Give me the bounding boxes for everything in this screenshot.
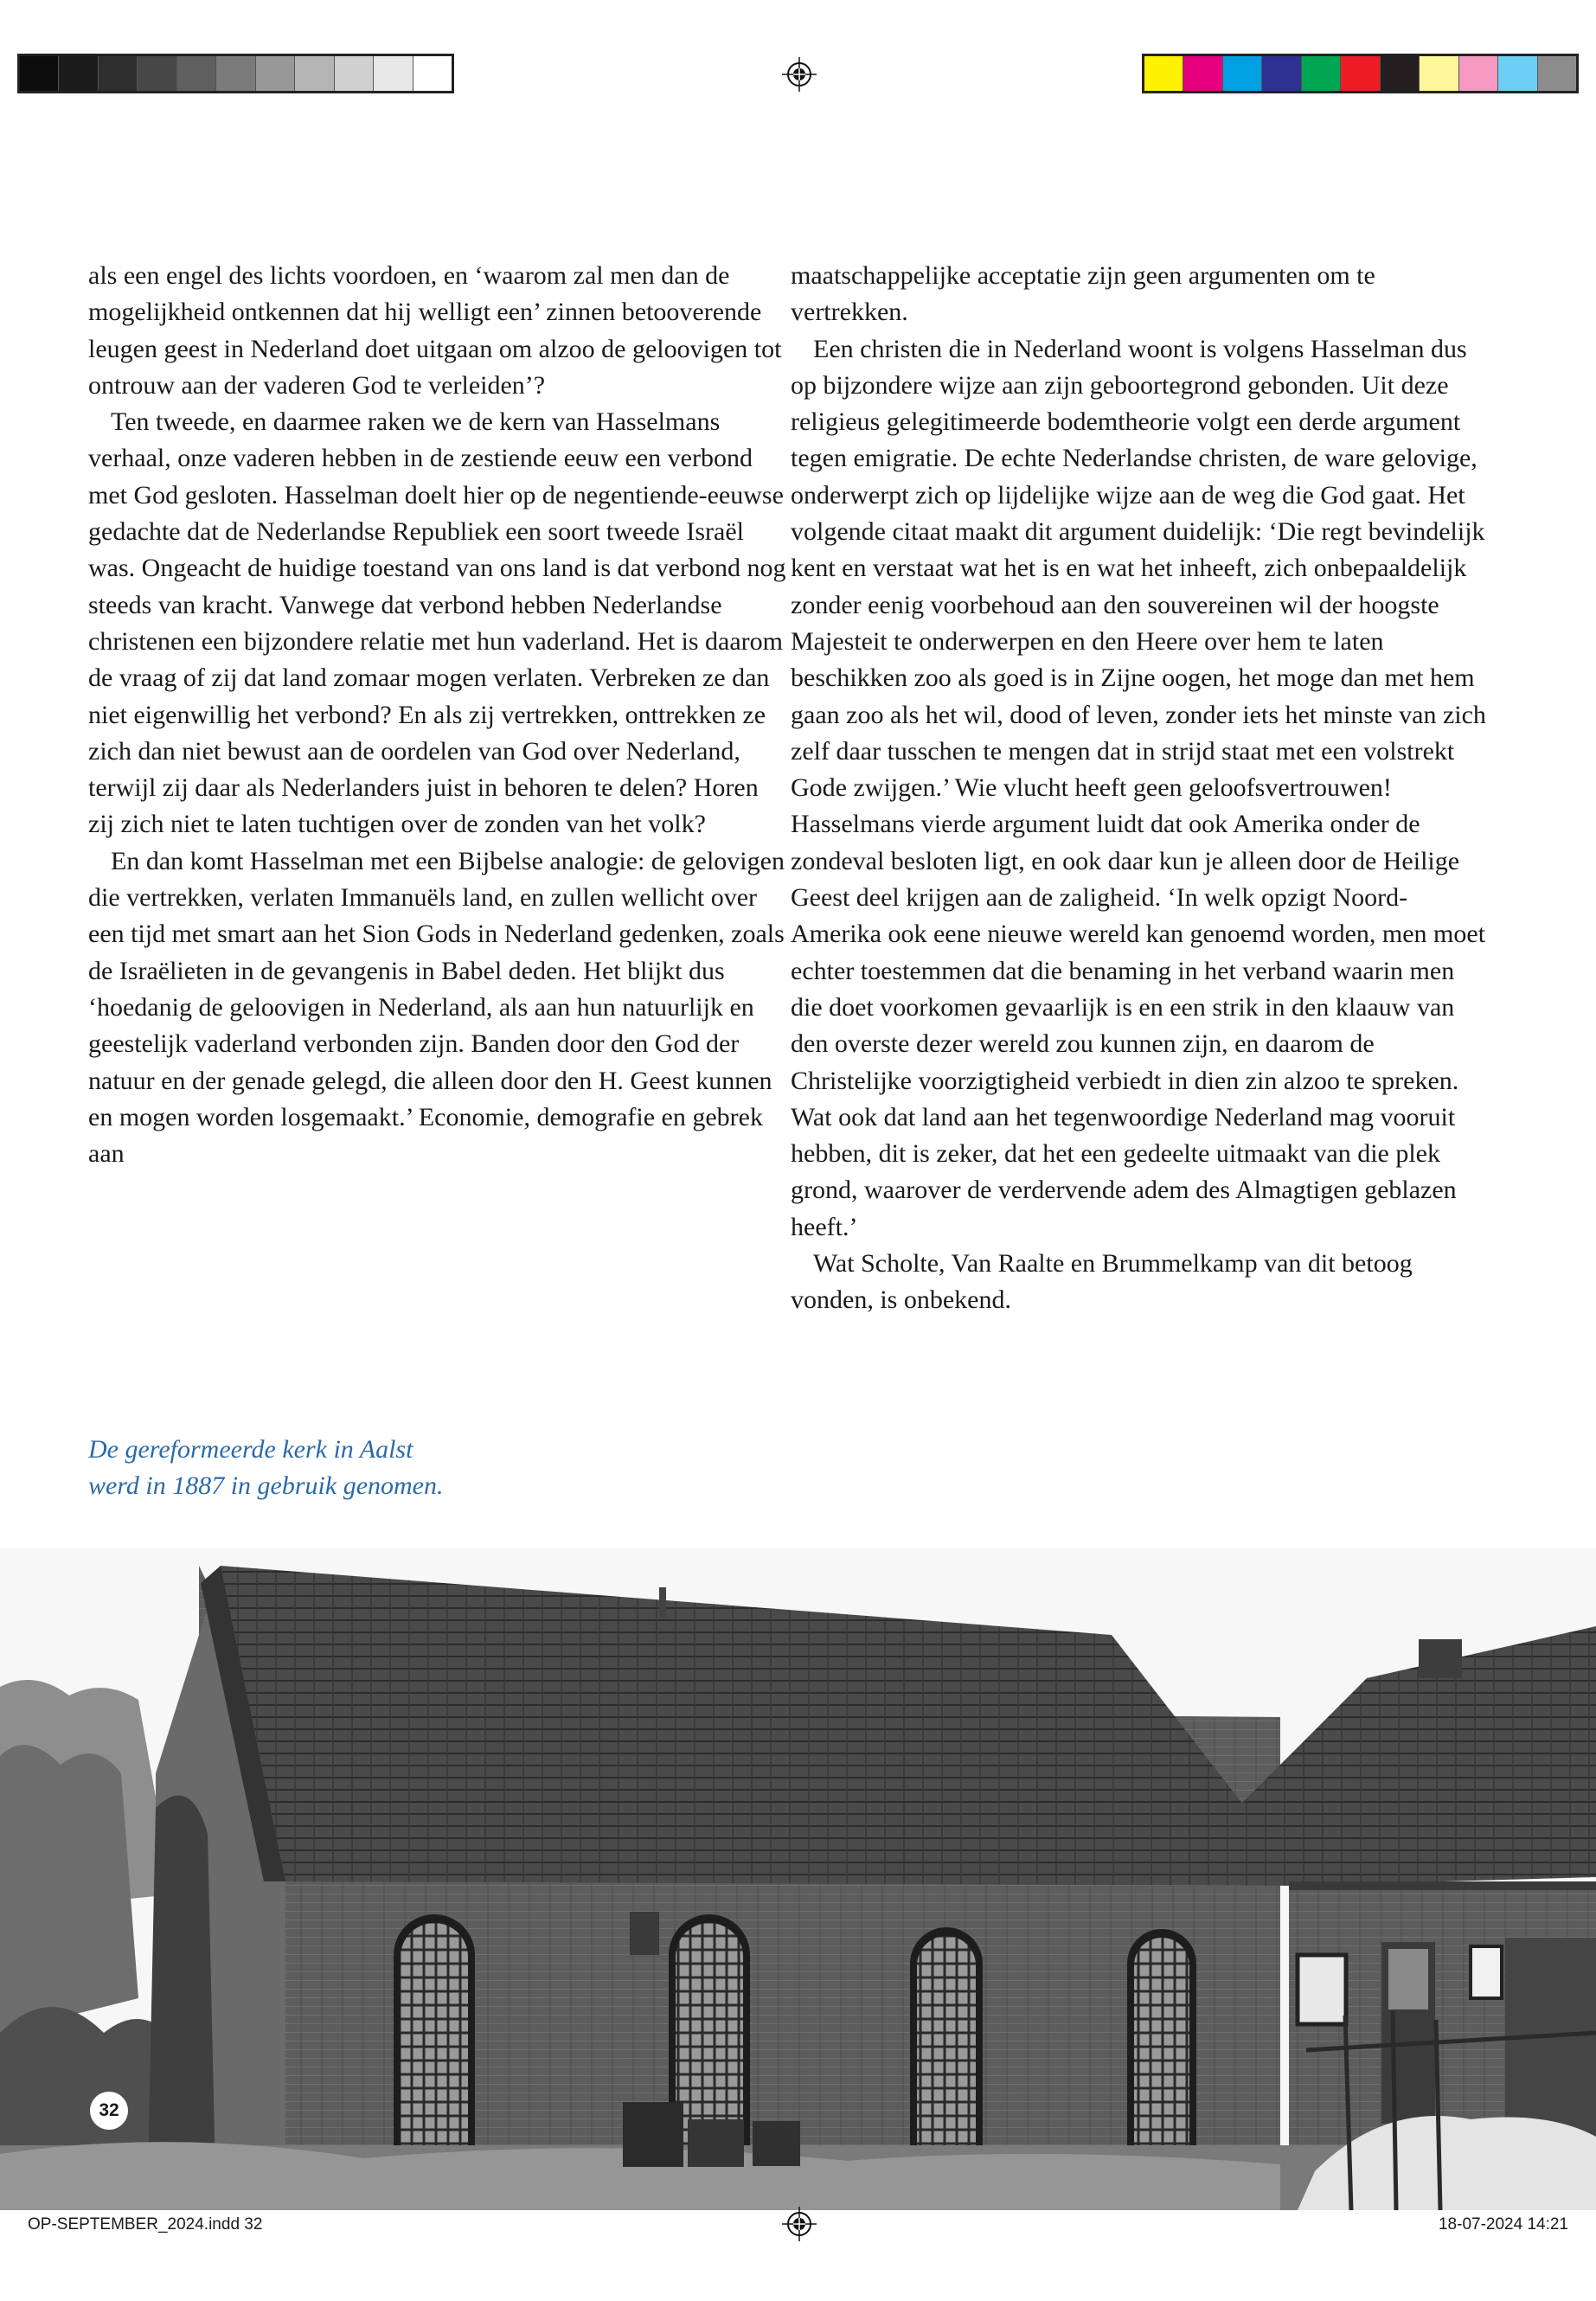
caption-line: De gereformeerde kerk in Aalst [88,1435,413,1464]
grayscale-color-bar [17,54,454,93]
paragraph: als een engel des lichts voordoen, en ‘waarom zal men dan de mogelijkheid ontkennen dat hij welligt een’ zinnen betooverende leugen geest in Nederland doet uitgaan om alzoo de geloovigen tot ontrouw aan der vaderen God te verleiden’? [88,261,782,400]
church-photograph [0,1548,1596,2210]
color-swatch [374,56,413,91]
page-number: 32 [90,2092,128,2130]
color-swatch [1183,56,1222,91]
color-swatch [1498,56,1537,91]
paragraph: Een christen die in Nederland woont is volgens Hasselman dus op bijzondere wijze aan zijn geboortegrond gebonden. Uit deze religieus gelegitimeerde bodemtheorie volgt een derde argument tegen emigratie. De echte Nederlandse christen, de ware gelovige, onderwerpt zich op lijdelijke wijze aan de weg die God gaat. Het volgende citaat maakt dit argument duidelijk: ‘Die regt bevindelijk kent en verstaat wat het is en wat het inheeft, zich onbepaaldelijk zonder eenig voorbehoud aan den souvereinen wil der hoogste Majesteit te onderwerpen en den Heere over hem te laten beschikken zoo als goed is in Zijne oogen, het moge dan met hem gaan zoo als het wil, dood of leven, zonder iets het minste van zich zelf daar tusschen te mengen dat in strijd staat met een volstrekt Gode zwijgen.’ Wie vlucht heeft geen geloofsvertrouwen! Hasselmans vierde argument luidt dat ook Amerika onder de zondeval besloten ligt, en ook daar kun je alleen door de Heilige Geest deel krijgen aan de zaligheid. ‘In welk opzigt Noord-Amerika ook eene nieuwe wereld kan genoemd worden, men moet echter toestemmen dat die benaming in het verband waarin men die doet voorkomen gevaarlijk is en een strik in den klaauw van den overste dezer wereld zou kunnen zijn, en daarom de Christelijke voorzigtigheid verbiedt in dien zin alzoo te spreken. Wat ook dat land aan het tegenwoordige Nederland mag vooruit hebben, dit is zeker, dat het een gedeelte uitmaakt van die plek grond, waarover de verdervende adem des Almagtigen geblazen heeft.’ [791,334,1486,1241]
article-left-column [88,258,789,1172]
color-swatch [1341,56,1380,91]
color-swatch [177,56,216,91]
photo-caption [88,1432,538,1505]
color-swatch [256,56,295,91]
color-swatch [295,56,334,91]
paragraph: maatschappelijke acceptatie zijn geen argumenten om te vertrekken. [791,261,1375,327]
indesign-slug-timestamp: 18-07-2024 14:21 [1438,2215,1568,2234]
color-swatch [20,56,59,91]
color-swatch [1381,56,1420,91]
registration-mark-top-icon [782,57,817,92]
color-swatch [1302,56,1341,91]
color-swatch [1262,56,1301,91]
registration-mark-bottom-icon [782,2207,817,2241]
paragraph: Wat Scholte, Van Raalte en Brummelkamp van dit betoog vonden, is onbekend. [791,1249,1413,1315]
color-swatch [1144,56,1183,91]
paragraph: Ten tweede, en daarmee raken we de kern van Hasselmans verhaal, onze vaderen hebben in de zestiende eeuw een verbond met God gesloten. Hasselman doelt hier op de negentiende-eeuwse gedachte dat de Nederlandse Republiek een soort tweede Israël was. Ongeacht de huidige toestand van ons land is dat verbond nog steeds van kracht. Vanwege dat verbond hebben Nederlandse christenen een bijzondere relatie met hun vaderland. Het is daarom de vraag of zij dat land zomaar mogen verlaten. Verbreken ze dan niet eigenwillig het verbond? En als zij vertrekken, onttrekken ze zich dan niet bewust aan de oordelen van God over Nederland, terwijl zij daar als Nederlanders juist in behoren te delen? Horen zij zich niet te laten tuchtigen over de zonden van het volk? [88,407,786,839]
church-photo-illustration [0,1548,1596,2210]
color-swatch [138,56,176,91]
color-swatch [1223,56,1262,91]
color-swatch [99,56,138,91]
color-swatch [216,56,255,91]
article-right-column [791,258,1491,1319]
color-swatch [59,56,98,91]
indesign-slug-filename: OP-SEPTEMBER_2024.indd 32 [28,2215,263,2234]
color-swatch [413,56,452,91]
color-swatch [1459,56,1498,91]
color-swatch [1420,56,1458,91]
caption-line: werd in 1887 in gebruik genomen. [88,1471,444,1501]
color-swatch [1538,56,1576,91]
process-color-bar [1142,54,1579,93]
paragraph: En dan komt Hasselman met een Bijbelse analogie: de gelovigen die vertrekken, verlaten Immanuëls land, en zullen wellicht over een tijd met smart aan het Sion Gods in Nederland gedenken, zoals de Israëlieten in de gevangenis in Babel deden. Het blijkt dus ‘hoedanig de geloovigen in Nederland, als aan hun natuurlijk en geestelijk vaderland verbonden zijn. Banden door den God der natuur en der genade gelegd, die alleen door den H. Geest kunnen en mogen worden losgemaakt.’ Economie, demografie en gebrek aan [88,846,785,1169]
color-swatch [335,56,374,91]
